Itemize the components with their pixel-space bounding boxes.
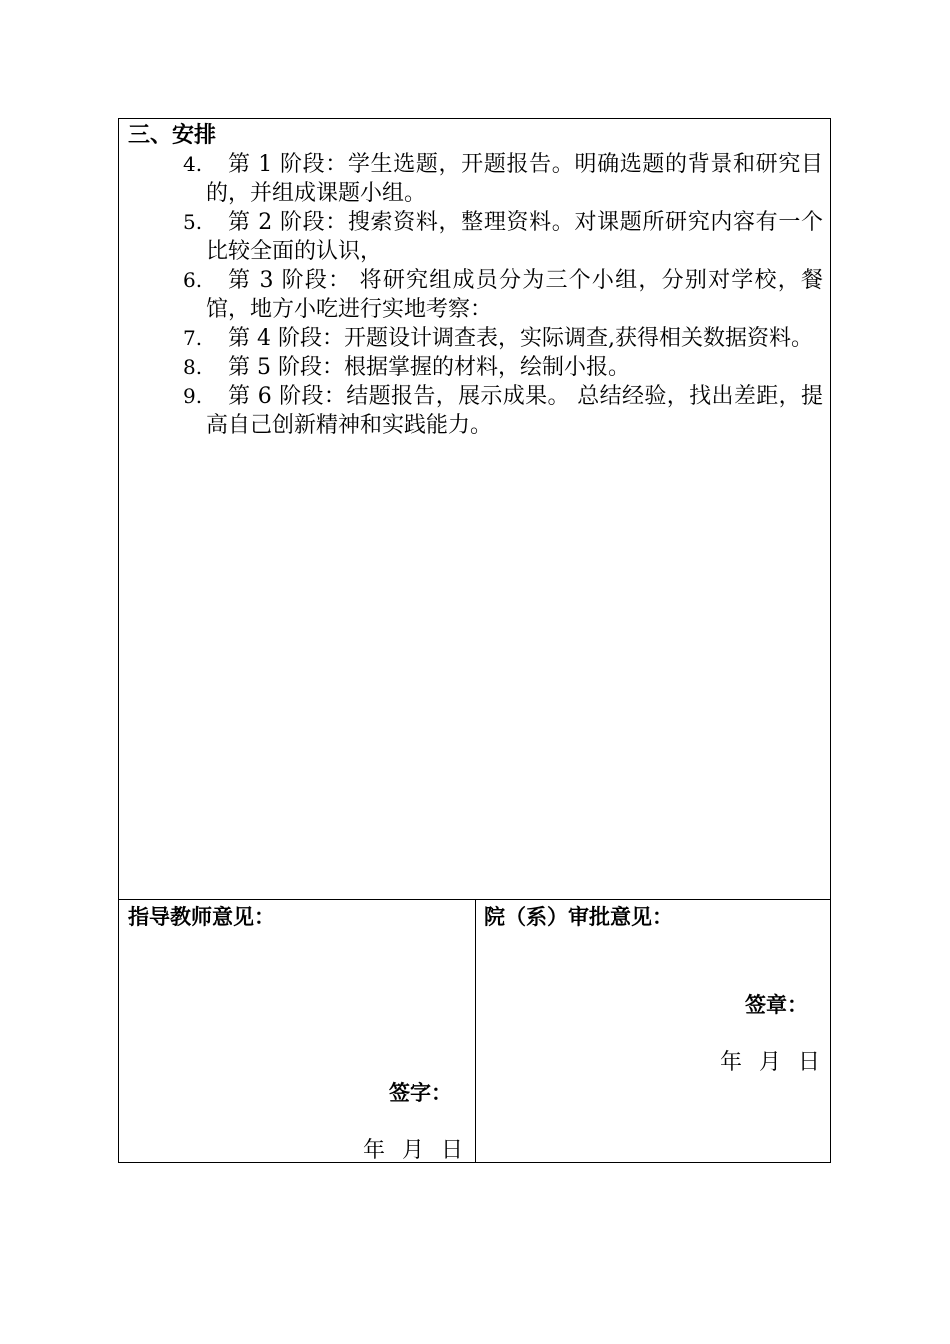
- item-text: 第 4 阶段：开题设计调查表，实际调查,获得相关数据资料。: [228, 326, 813, 351]
- department-date-label: 年 月 日: [720, 1050, 821, 1075]
- item-text: 第 5 阶段：根据掌握的材料，绘制小报。: [228, 355, 630, 380]
- list-item: [183, 208, 823, 266]
- item-text: 第 1 阶段：学生选题，开题报告。明确选题的背景和研究目的，并组成课题小组。: [206, 152, 823, 206]
- list-item: [183, 150, 823, 208]
- advisor-sign-label: 签字：: [389, 1081, 452, 1105]
- advisor-date-label: 年 月 日: [363, 1138, 464, 1163]
- item-text: 第 2 阶段：搜索资料，整理资料。对课题所研究内容有一个比较全面的认识，: [206, 210, 823, 264]
- list-item: [183, 266, 823, 324]
- plan-list: [183, 150, 823, 440]
- department-seal-label: 签章：: [745, 993, 808, 1017]
- plan-cell: [119, 119, 830, 899]
- section-heading: 三、安排: [128, 123, 217, 148]
- item-text: 第 3 阶段： 将研究组成员分为三个小组，分别对学校，餐馆，地方小吃进行实地考察：: [206, 268, 823, 322]
- list-item: [183, 353, 823, 382]
- list-item: [183, 324, 823, 353]
- item-number: 9.: [183, 384, 203, 408]
- item-number: 5.: [183, 210, 203, 234]
- item-number: 6.: [183, 268, 203, 292]
- item-number: 4.: [183, 152, 203, 176]
- form-table: [118, 118, 831, 1163]
- item-number: 7.: [183, 326, 203, 350]
- item-number: 8.: [183, 355, 203, 379]
- list-item: [183, 382, 823, 440]
- department-approval-label: 院（系）审批意见：: [484, 905, 673, 929]
- item-text: 第 6 阶段：结题报告，展示成果。 总结经验，找出差距，提高自己创新精神和实践能力。: [206, 384, 823, 438]
- advisor-opinion-label: 指导教师意见：: [128, 905, 275, 929]
- vertical-divider: [475, 899, 476, 1163]
